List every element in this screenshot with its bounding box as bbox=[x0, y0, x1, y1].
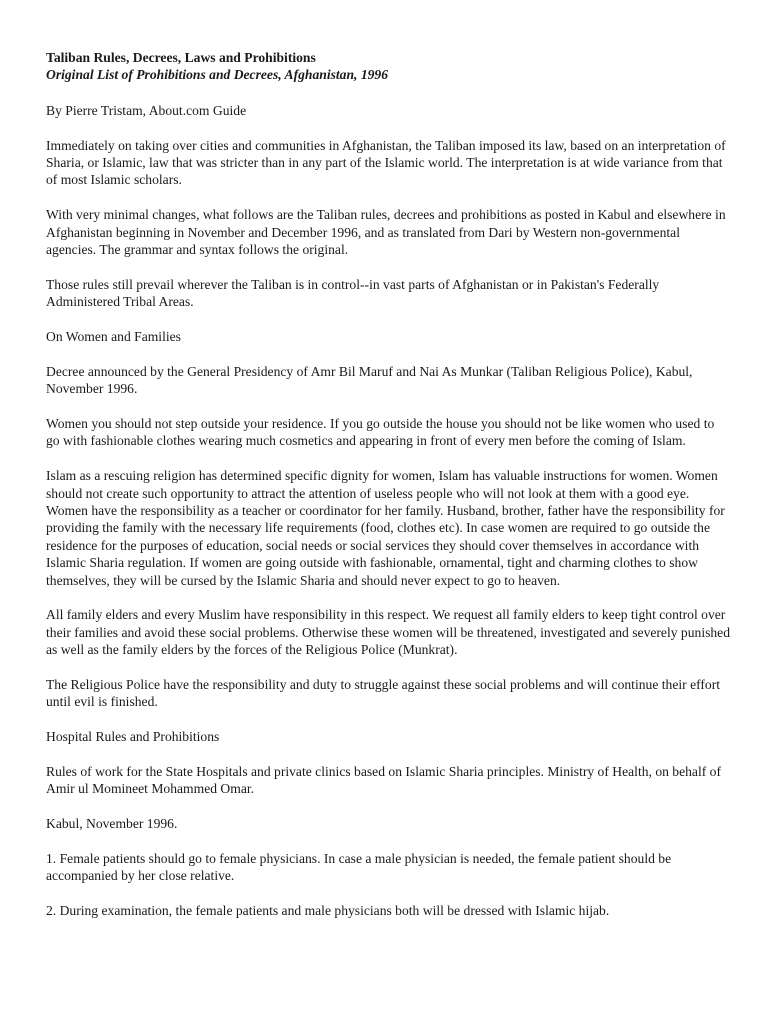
rule-item-2: 2. During examination, the female patients and male physicians both will be dressed with Islamic hijab. bbox=[46, 903, 610, 919]
paragraph-hospital-rules: Rules of work for the State Hospitals and private clinics based on Islamic Sharia principles. Ministry of Health, on behalf of Amir ul Momineet Mohammed Omar. bbox=[46, 764, 721, 797]
paragraph-prevail: Those rules still prevail wherever the Taliban is in control--in vast parts of Afghanistan or in Pakistan's Federally Administered Tribal Areas. bbox=[46, 276, 660, 310]
paragraph-intro: Immediately on taking over cities and communities in Afghanistan, the Taliban imposed its law, based on an interpretation of Sharia, or Islamic, law that was stricter than in any part of the Islamic world. The interpretation is at wide variance from that of most Islamic scholars. bbox=[46, 137, 726, 188]
rule-item-1: 1. Female patients should go to female physicians. In case a male physician is needed, the female patient should be accompanied by her close relative. bbox=[46, 851, 672, 884]
document-subtitle: Original List of Prohibitions and Decrees, Afghanistan, 1996 bbox=[46, 67, 389, 83]
paragraph-source: With very minimal changes, what follows are the Taliban rules, decrees and prohibitions as posted in Kabul and elsewhere in Afghanistan beginning in November and December 1996, and as translated from Dari by Western non-governmental agencies. The grammar and syntax follows the original. bbox=[46, 207, 726, 258]
document-page bbox=[46, 49, 730, 937]
paragraph-dignity: Islam as a rescuing religion has determined specific dignity for women, Islam has valuable instructions for women. Women should not create such opportunity to attract the attention of useless people who will not look at them with a good eye. Women have the responsibility as a teacher or coordinator for her family. Husband, brother, father have the responsibility for providing the family with the necessary life requirements (food, clothes etc). In case women are required to go outside the residence for the purposes of education, social needs or social services they should cover themselves in accordance with Islamic Sharia regulation. If women are going outside with fashionable, ornamental, tight and charming clothes to show themselves, they will be cursed by the Islamic Sharia and should never expect to go to heaven. bbox=[46, 468, 725, 588]
document-title: Taliban Rules, Decrees, Laws and Prohibitions bbox=[46, 50, 316, 65]
paragraph-police: The Religious Police have the responsibility and duty to struggle against these social problems and will continue their effort until evil is finished. bbox=[46, 677, 721, 710]
section-heading-women: On Women and Families bbox=[46, 329, 181, 345]
byline: By Pierre Tristam, About.com Guide bbox=[46, 102, 247, 118]
paragraph-decree: Decree announced by the General Presidency of Amr Bil Maruf and Nai As Munkar (Taliban Religious Police), Kabul, November 1996. bbox=[46, 363, 693, 397]
paragraph-elders: All family elders and every Muslim have responsibility in this respect. We request all family elders to keep tight control over their families and avoid these social problems. Otherwise these women will be threatened, investigated and severely punished as well as the family elders by the forces of the Religious Police (Munkrat). bbox=[46, 607, 731, 658]
section-heading-hospital: Hospital Rules and Prohibitions bbox=[46, 729, 220, 745]
paragraph-residence: Women you should not step outside your residence. If you go outside the house you should not be like women who used to go with fashionable clothes wearing much cosmetics and appearing in front of every men before the coming of Islam. bbox=[46, 416, 715, 449]
paragraph-date: Kabul, November 1996. bbox=[46, 816, 178, 832]
